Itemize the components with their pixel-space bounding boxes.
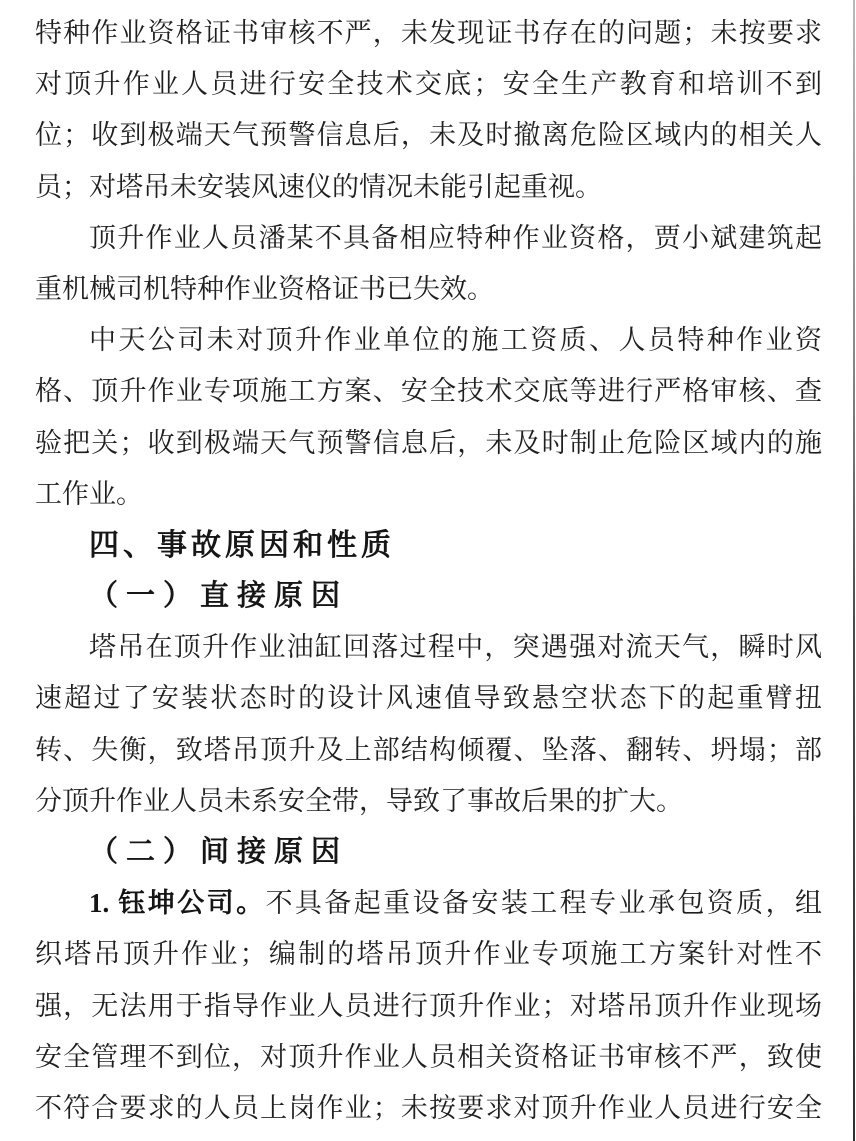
- paragraph-line: 重机械司机特种作业资格证书已失效。: [35, 273, 494, 304]
- paragraph-line: 员；对塔吊未安装风速仪的情况未能引起重视。: [35, 171, 602, 202]
- paragraph-line: 工作业。: [35, 478, 143, 509]
- paragraph-line: 速超过了安装状态时的设计风速值导致悬空状态下的起重臂扭: [35, 683, 822, 714]
- paragraph-line: 转、失衡，致塔吊顶升及上部结构倾覆、坠落、翻转、坍塌；部: [35, 734, 822, 765]
- paragraph-line: 安全管理不到位，对顶升作业人员相关资格证书审核不严，致使: [35, 1041, 822, 1072]
- paragraph-line: 不符合要求的人员上岗作业；未按要求对顶升作业人员进行安全: [35, 1092, 822, 1123]
- paragraph-line: 特种作业资格证书审核不严，未发现证书存在的问题；未按要求: [35, 18, 822, 48]
- paragraph-line: 中天公司未对顶升作业单位的施工资质、人员特种作业资: [89, 325, 822, 356]
- paragraph-line: 格、顶升作业专项施工方案、安全技术交底等进行严格审核、查: [35, 376, 822, 407]
- paragraph-line: [35, 878, 822, 929]
- paragraph-line: 塔吊在顶升作业油缸回落过程中，突遇强对流天气，瞬时风: [89, 632, 822, 663]
- numbered-item-lead: 1. 钰坤公司。: [89, 888, 266, 919]
- subsection-heading-indirect-cause: （二）间接原因: [89, 836, 349, 868]
- paragraph-line: 织塔吊顶升作业；编制的塔吊顶升作业专项施工方案针对性不: [35, 939, 822, 970]
- paragraph-text: 不具备起重设备安装工程专业承包资质，组: [265, 888, 822, 919]
- paragraph-line: 位；收到极端天气预警信息后，未及时撤离危险区域内的相关人: [35, 120, 822, 151]
- paragraph-line: 对顶升作业人员进行安全技术交底；安全生产教育和培训不到: [35, 69, 822, 100]
- scan-edge-line: [853, 0, 855, 1141]
- paragraph-line: 验把关；收到极端天气预警信息后，未及时制止危险区域内的施: [35, 427, 822, 458]
- section-heading: 四、事故原因和性质: [89, 528, 395, 562]
- paragraph-line: 顶升作业人员潘某不具备相应特种作业资格，贾小斌建筑起: [89, 222, 822, 253]
- paragraph-line: 强，无法用于指导作业人员进行顶升作业；对塔吊顶升作业现场: [35, 990, 822, 1021]
- paragraph-line: 分顶升作业人员未系安全带，导致了事故后果的扩大。: [35, 785, 683, 816]
- subsection-heading-direct-cause: （一）直接原因: [89, 580, 349, 613]
